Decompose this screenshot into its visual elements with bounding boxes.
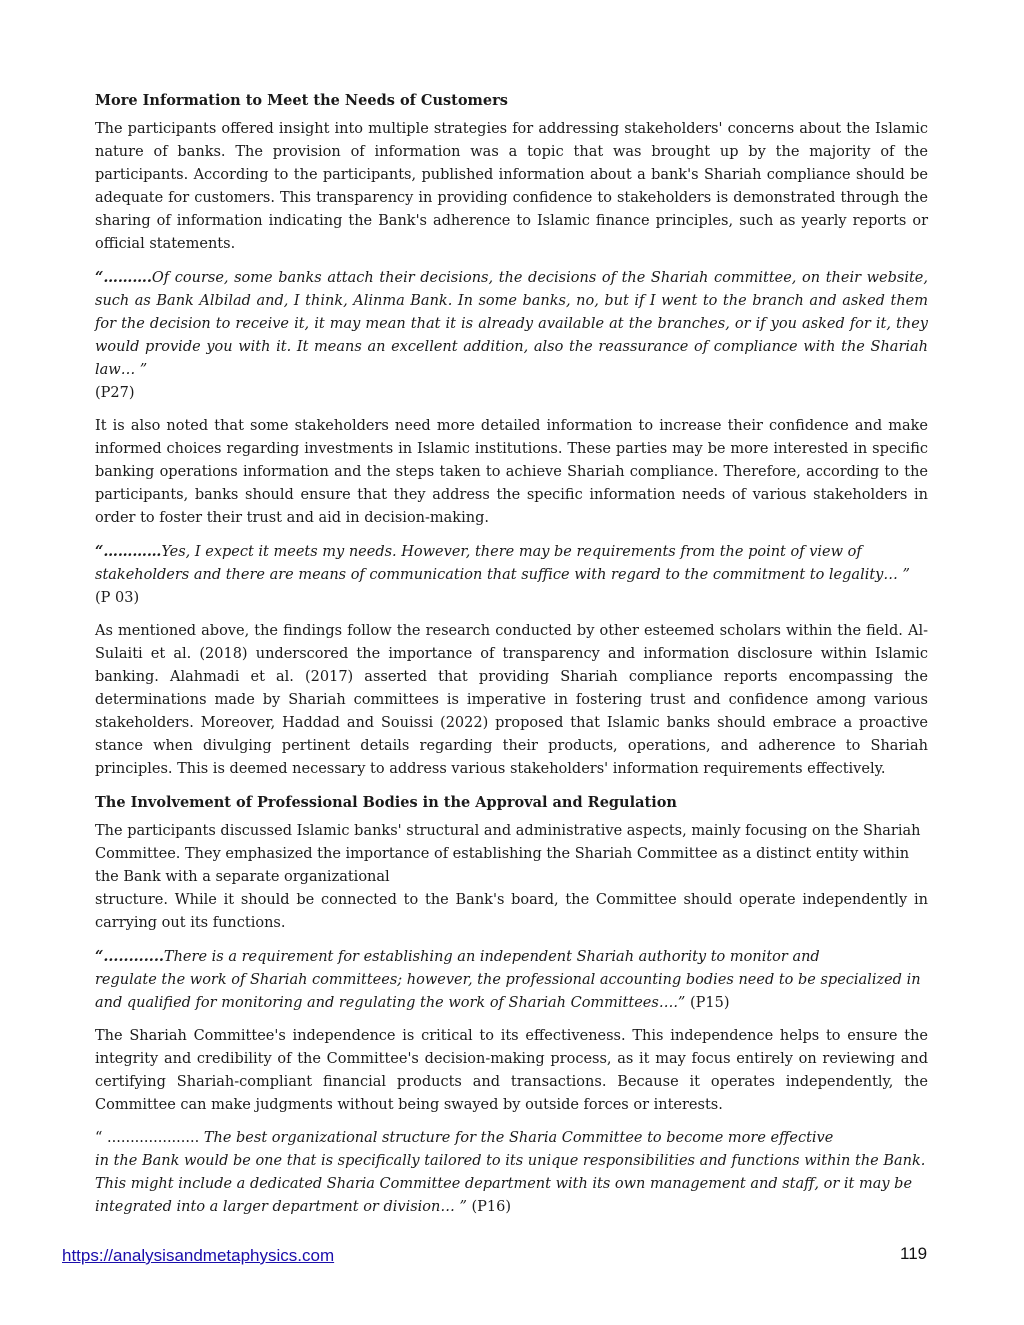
quote-text-line1: There is a requirement for establishing an independent Shariah authority to monitor and [163,949,820,965]
quote-lead: “………. [95,269,152,286]
quote-lead: “............ [95,948,164,965]
paragraph-structure-part2: structure. While it should be connected to the Bank's board, the Committee should operate independently in carrying out its functions. [95,892,928,931]
quote-text-line2: regulate the work of Shariah committees; however, the professional accounting bodies need to be specialized in and qualified for monitoring and regulating the work of Shariah Committees….” [95,972,921,1011]
quote-p15 [95,945,928,1015]
journal-website-link[interactable]: https://analysisandmetaphysics.com [62,1246,335,1265]
paragraph-detailed-information: It is also noted that some stakeholders need more detailed information to increase their confidence and make informed choices regarding investments in Islamic institutions. These parties may be more interested in specific banking operations information and the steps taken to achieve Shariah compliance. Therefore, according to the participants, banks should ensure that they address the specific information needs of various stakeholders in order to foster their trust and aid in decision-making. [95,418,928,526]
quote-text-line1: The best organizational structure for the Sharia Committee to become more effective [199,1130,834,1146]
participant-id: (P27) [95,385,135,401]
page-body [95,89,928,1229]
quote-p16 [95,1127,928,1219]
quote-p27 [95,266,928,405]
participant-id: (P 03) [95,590,140,606]
section-heading-information: More Information to Meet the Needs of Customers [95,92,508,109]
section-heading-professional-bodies: The Involvement of Professional Bodies in the Approval and Regulation [95,794,677,811]
quote-lead: “………… [95,543,162,560]
paragraph-literature: As mentioned above, the findings follow the research conducted by other esteemed scholars within the field. Al-Sulaiti et al. (2018) underscored the importance of transparency and information disclosure within Islamic banking. Alahmadi et al. (2017) asserted that providing Shariah compliance reports encompassing the determinations made by Shariah committees is imperative in fostering trust and confidence among various stakeholders. Moreover, Haddad and Souissi (2022) proposed that Islamic banks should embrace a proactive stance when divulging pertinent details regarding their products, operations, and adherence to Shariah principles. This is deemed necessary to address various stakeholders' information requirements effectively. [95,623,928,777]
quote-lead: “ .................... [95,1130,200,1146]
paragraph-independence: The Shariah Committee's independence is critical to its effectiveness. This independence helps to ensure the integrity and credibility of the Committee's decision-making process, as it may focus entirely on reviewing and certifying Shariah-compliant financial products and transactions. Because it operates independently, the Committee can make judgments without being swayed by outside forces or interests. [95,1028,928,1113]
paragraph-information-strategies: The participants offered insight into multiple strategies for addressing stakeholders' concerns about the Islamic nature of banks. The provision of information was a topic that was brought up by the majority of the participants. According to the participants, published information about a bank's Shariah compliance should be adequate for customers. This transparency in providing confidence to stakeholders is demonstrated through the sharing of information indicating the Bank's adherence to Islamic finance principles, such as yearly reports or official statements. [95,121,928,252]
page-number: 119 [900,1244,928,1263]
quote-text: Yes, I expect it meets my needs. However, there may be requirements from the point of view of stakeholders and there are means of communication that suffice with regard to the commitment to legality… ” [95,544,910,583]
paragraph-structure-part1: The participants discussed Islamic banks' structural and administrative aspects, mainly focusing on the Shariah Committee. They emphasized the importance of establishing the Shariah Committee as a distinct entity within the Bank with a separate organizational [95,823,921,885]
participant-id: (P15) [685,995,730,1011]
participant-id: (P16) [466,1199,512,1215]
quote-text: Of course, some banks attach their decisions, the decisions of the Shariah committee, on their website, such as Bank Albilad and, I think, Alinma Bank. In some banks, no, but if I went to the branch and asked them for the decision to receive it, it may mean that it is already available at the branches, or if you asked for it, they would provide you with it. It means an excellent addition, also the reassurance of compliance with the Shariah law… ” [95,270,928,378]
quote-p03 [95,540,928,610]
quote-text-line2: in the Bank would be one that is specifically tailored to its unique responsibilities and functions within the Bank. This might include a dedicated Sharia Committee department with its own management and staff, or it may be integrated into a larger department or division… ” [95,1153,926,1215]
